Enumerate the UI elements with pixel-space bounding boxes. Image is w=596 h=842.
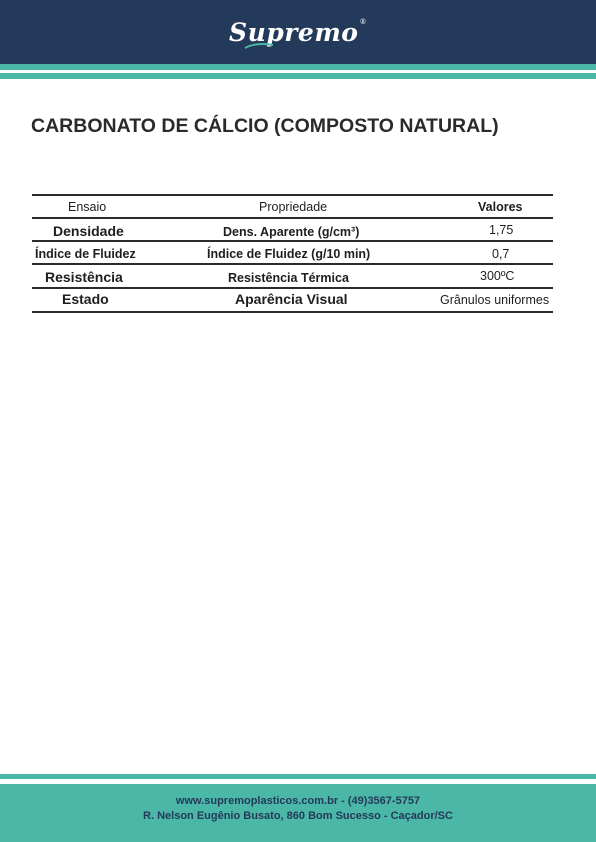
- row-propriedade-resistencia: Resistência Térmica: [228, 271, 349, 285]
- table-rule: [32, 311, 553, 313]
- row-valor-fluidez: 0,7: [492, 247, 510, 261]
- header-ensaio: Ensaio: [68, 200, 107, 214]
- row-ensaio-fluidez: Índice de Fluidez: [35, 247, 136, 261]
- table-rule: [32, 240, 553, 242]
- footer-address: R. Nelson Eugênio Busato, 860 Bom Sucesso - Caçador/SC: [143, 810, 453, 822]
- header-propriedade: Propriedade: [259, 200, 328, 214]
- logo-swoosh-icon: [244, 42, 274, 50]
- row-propriedade-fluidez: Índice de Fluidez (g/10 min): [207, 247, 371, 261]
- footer-bar: [0, 784, 596, 842]
- row-valor-estado: Grânulos uniformes: [440, 293, 550, 307]
- header-bar: [0, 0, 596, 64]
- row-ensaio-estado: Estado: [62, 291, 109, 307]
- row-valor-densidade: 1,75: [489, 223, 514, 237]
- table-rule: [32, 263, 553, 265]
- table-rule: [32, 217, 553, 219]
- row-ensaio-densidade: Densidade: [53, 223, 124, 239]
- row-propriedade-densidade: Dens. Aparente (g/cm³): [223, 225, 360, 239]
- registered-mark: ®: [359, 18, 367, 26]
- logo-text: Supremo: [229, 18, 359, 47]
- supremo-logo: [0, 18, 596, 47]
- footer-contact: www.supremoplasticos.com.br - (49)3567-5757: [175, 795, 421, 807]
- table-rule: [32, 287, 553, 289]
- header-valores: Valores: [478, 200, 523, 214]
- row-ensaio-resistencia: Resistência: [45, 269, 123, 285]
- row-propriedade-estado: Aparência Visual: [235, 291, 348, 307]
- page-title: CARBONATO DE CÁLCIO (COMPOSTO NATURAL): [31, 115, 499, 137]
- table-rule: [32, 194, 553, 196]
- row-valor-resistencia: 300ºC: [480, 269, 515, 283]
- header-stripe: [0, 73, 596, 79]
